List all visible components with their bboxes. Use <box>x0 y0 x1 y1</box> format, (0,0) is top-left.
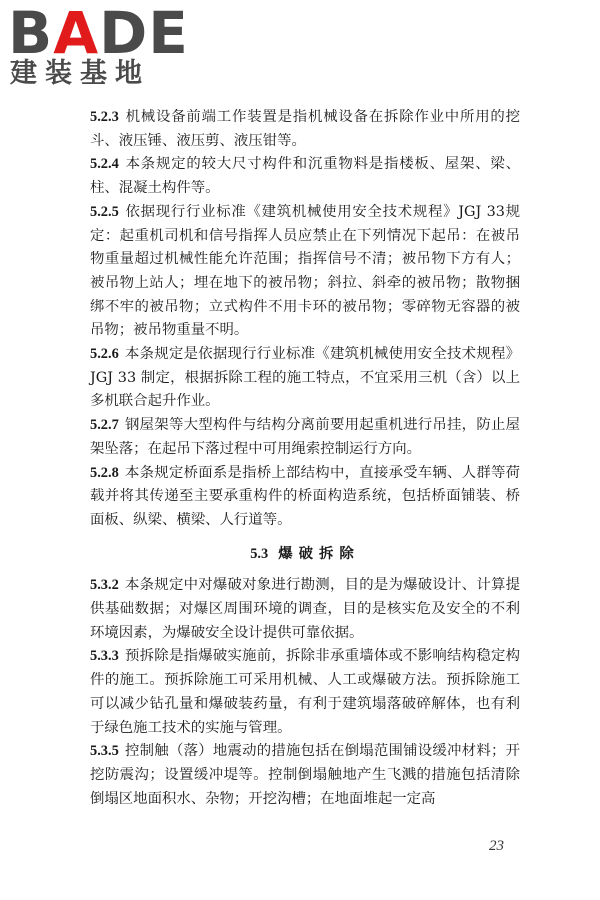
document-body <box>90 106 520 811</box>
page-number: 23 <box>489 838 504 854</box>
section-heading: 5.3 爆破拆除 <box>250 544 360 562</box>
clause-5-2-8: 5.2.8 本条规定桥面系是指桥上部结构中，直接承受车辆、人群等荷载并将其传递至主要承重构件的桥面构造系统，包括桥面铺装、桥面板、纵梁、横梁、人行道等。 <box>90 464 520 528</box>
clause-5-3-5: 5.3.5 控制触（落）地震动的措施包括在倒塌范围铺设缓冲材料；开挖防震沟；设置缓冲堤等。控制倒塌触地产生飞溅的措施包括清除倒塌区地面积水、杂物；开挖沟槽；在地面堆起一定高 <box>90 743 520 807</box>
clause-5-2-7: 5.2.7 钢屋架等大型构件与结构分离前要用起重机进行吊挂，防止屋架坠落；在起吊下落过程中可用绳索控制运行方向。 <box>90 417 520 457</box>
logo-tagline: 建装基地 <box>10 58 150 89</box>
clause-5-3-2: 5.3.2 本条规定中对爆破对象进行勘测，目的是为爆破设计、计算提供基础数据；对爆区周围环境的调查，目的是核实危及安全的不利环境因素，为爆破安全设计提供可靠依据。 <box>90 577 520 641</box>
clause-5-2-4: 5.2.4 本条规定的较大尺寸构件和沉重物料是指楼板、屋架、梁、柱、混凝土构件等。 <box>90 156 520 197</box>
brand-logo <box>8 2 198 94</box>
clause-5-2-5: 5.2.5 依据现行行业标准《建筑机械使用安全技术规程》JGJ 33规定：起重机司机和信号指挥人员应禁止在下列情况下起吊：在被吊物重量超过机械性能允许范围；指挥信号不清；被吊物下方有人；被吊物上站人；埋在地下的被吊物；斜拉、斜牵的被吊物；散物捆绑不牢的被吊物；立式构件不用卡环的被吊物；零碎物无容器的被吊物；被吊物重量不明。 <box>90 203 520 339</box>
logo-wordmark: BADE <box>8 0 189 67</box>
clause-5-2-3: 5.2.3 机械设备前端工作装置是指机械设备在拆除作业中所用的挖斗、液压锤、液压剪、液压钳等。 <box>90 109 520 149</box>
clause-5-2-6: 5.2.6 本条规定是依据现行行业标准《建筑机械使用安全技术规程》JGJ 33 制定，根据拆除工程的施工特点，不宜采用三机（含）以上多机联合起升作业。 <box>90 346 520 410</box>
clause-5-3-3: 5.3.3 预拆除是指爆破实施前，拆除非承重墙体或不影响结构稳定构件的施工。预拆除施工可采用机械、人工或爆破方法。预拆除施工可以减少钻孔量和爆破装药量，有利于建筑塌落破碎解体，也有利于绿色施工技术的实施与管理。 <box>90 648 520 736</box>
